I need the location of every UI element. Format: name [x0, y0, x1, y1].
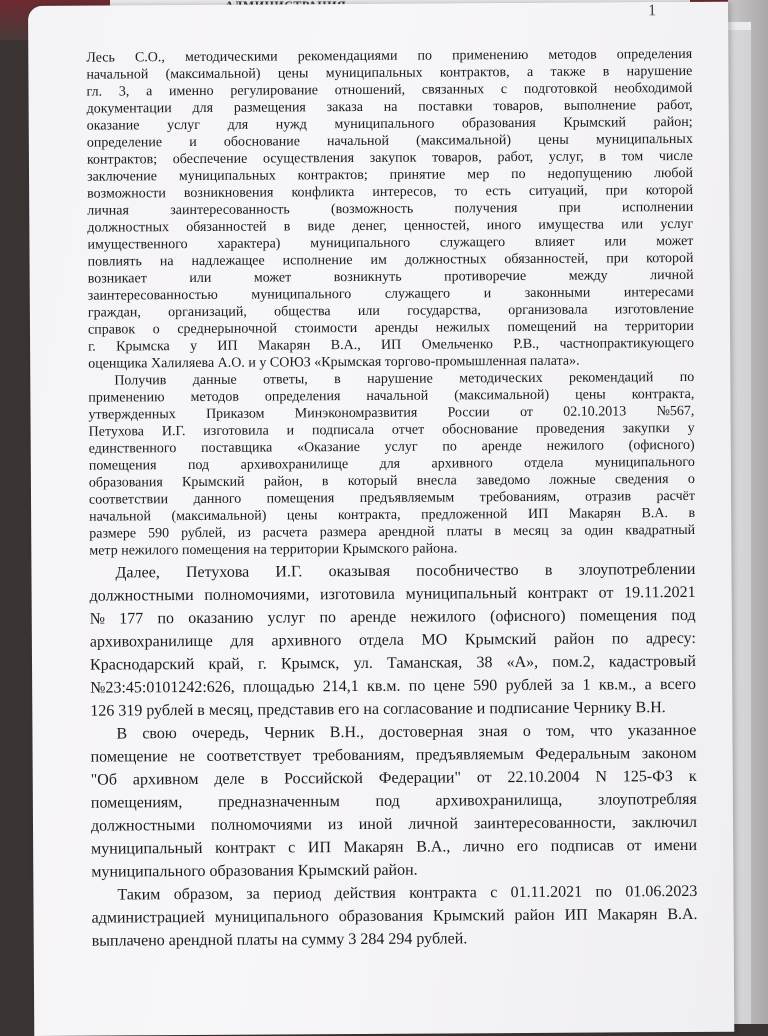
paragraph: [89, 558, 696, 723]
paragraph: [90, 719, 697, 884]
text-line: начальной (максимальной) цены контракта, предложенной ИП Макарян В.А. в: [89, 505, 696, 525]
document-page: [28, 2, 734, 1036]
text-line: имущественного характера) муниципального служащего влияет или может: [87, 233, 694, 253]
text-line: архивохранилище для архивного отдела МО Крымский район по адресу:: [89, 629, 696, 651]
text-line: метр нежилого помещения на территории Крымского района.: [89, 541, 458, 559]
text-line: размере 590 рублей, из расчета размера арендной платы в месяц за один квадратный: [89, 522, 696, 542]
paragraph: [86, 46, 694, 373]
text-line: повлиять на надлежащее исполнение им должностных обязанностей, при которой: [87, 250, 694, 270]
text-line: справок о среднерыночной стоимости аренды нежилых помещений на территории: [87, 318, 694, 338]
text-line: возникает или может возникнуть противоречие между личной: [87, 267, 694, 287]
text-line: помещения под архивохранилище для архивного отдела муниципального: [88, 454, 695, 474]
text-line: администрацией муниципального образования Крымский район ИП Макарян В.А.: [91, 905, 698, 927]
paragraph: [88, 369, 695, 560]
text-line: должностных обязанностей в виде денег, ценностей, иного имущества или услуг: [87, 216, 694, 236]
text-line: граждан, организаций, общества или государства, организовала изготовление: [87, 301, 694, 321]
text-line: № 177 по оказанию услуг по аренде нежилого (офисного) помещения под: [89, 606, 696, 628]
text-line: соответствии данного помещения предъявляемым требованиям, отразив расчёт: [88, 488, 696, 508]
text-line: утвержденных Приказом Минэкономразвития России от 02.10.2013 №567,: [88, 403, 695, 423]
text-line: заинтересованностью муниципального служащего и законными интересами: [87, 284, 694, 304]
text-line: помещениям, предназначенным под архивохранилища, злоупотребляя: [90, 790, 697, 812]
text-line: образования Крымский район, в который внесла заведомо ложные сведения о: [88, 471, 695, 491]
text-line: Таким образом, за период действия контракта с 01.11.2021 по 01.06.2023: [117, 882, 698, 904]
text-line: оказание услуг для нужд муниципального образования Крымский район;: [86, 114, 693, 134]
text-line: гл. 3, а именно регулирование отношений, связанных с подготовкой необходимой: [86, 80, 693, 100]
text-line: муниципальный контракт с ИП Макарян В.А., лично его подписав от имени: [91, 836, 698, 858]
text-line: оценщика Халиляева А.О. и у СОЮЗ «Крымская торгово-промышленная палата».: [88, 353, 580, 372]
text-line: №23:45:0101242:626, площадью 214,1 кв.м. по цене 590 рублей за 1 кв.м., а всего: [90, 675, 697, 697]
text-line: Петухова И.Г. изготовила и подписала отчет обоснование проведения закупки у: [88, 420, 695, 440]
document-text: [86, 46, 698, 953]
text-line: заключение муниципальных контрактов; принятие мер по недопущению любой: [87, 165, 694, 185]
paragraph: [91, 880, 697, 953]
text-line: должностными полномочиями из иной личной заинтересованности, заключил: [90, 813, 697, 835]
text-line: должностными полномочиями, изготовила муниципальный контракт от 19.11.2021: [89, 583, 696, 605]
text-line: муниципального образования Крымский район.: [91, 861, 418, 881]
text-line: 126 319 рублей в месяц, представив его на согласование и подписание Чернику В.Н.: [90, 699, 666, 720]
text-line: г. Крымска у ИП Макарян В.А., ИП Омельченко Р.В., частнопрактикующего: [88, 335, 695, 355]
text-line: начальной (максимальной) цены муниципальных контрактов, а также в нарушение: [86, 63, 693, 83]
text-line: Лесь С.О., методическими рекомендациями по применению методов определения: [86, 46, 693, 66]
text-line: контрактов; обеспечение осуществления закупок товаров, работ, услуг, в том числе: [86, 148, 693, 168]
document-text-lower: [89, 558, 697, 953]
page-corner-mark: 1: [647, 2, 657, 20]
text-line: выплачено арендной платы на сумму 3 284 294 рублей.: [91, 930, 468, 950]
text-line: личная заинтересованность (возможность получения при исполнении: [87, 199, 694, 219]
text-line: применению методов определения начальной (максимальной) цены контракта,: [88, 386, 695, 406]
text-line: Краснодарский край, г. Крымск, ул. Таманская, 38 «А», пом.2, кадастровый: [89, 652, 696, 674]
text-line: документации для размещения заказа на поставки товаров, выполнение работ,: [86, 97, 693, 117]
text-line: определение и обоснование начальной (максимальной) цены муниципальных: [86, 131, 693, 151]
text-line: возможности возникновения конфликта интересов, то есть ситуаций, при которой: [87, 182, 694, 202]
text-line: Получив данные ответы, в нарушение методических рекомендаций по: [114, 369, 695, 389]
text-line: помещение не соответствует требованиям, предъявляемым Федеральным законом: [90, 744, 697, 766]
text-line: Далее, Петухова И.Г. оказывая пособничество в злоупотреблении: [115, 560, 696, 582]
text-line: В свою очередь, Черник В.Н., достоверная зная о том, что указанное: [116, 721, 697, 743]
text-line: единственного поставщика «Оказание услуг по аренде нежилого (офисного): [88, 437, 695, 457]
text-line: "Об архивном деле в Российской Федерации" от 22.10.2004 N 125-ФЗ к: [90, 767, 697, 789]
